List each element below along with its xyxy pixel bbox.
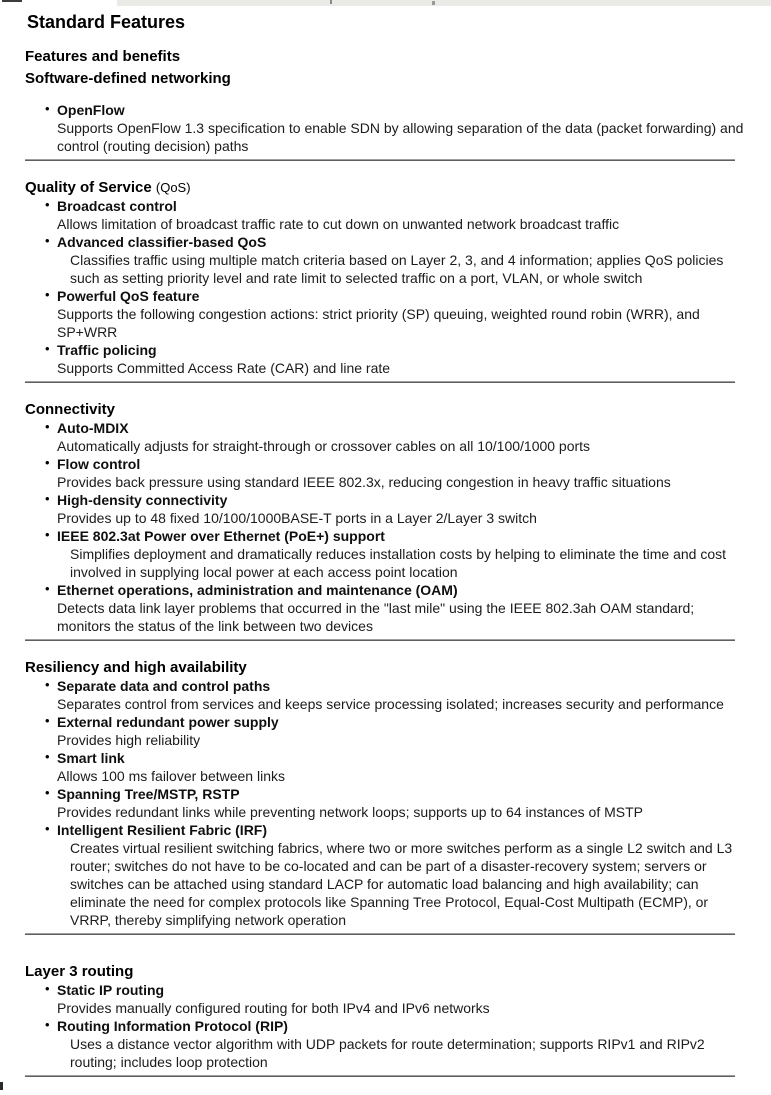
document-body: [0, 11, 771, 1077]
section-heading-text: Software-defined networking: [25, 70, 231, 87]
feature-item: [25, 233, 747, 287]
feature-list: [25, 419, 747, 635]
section-divider: [25, 639, 735, 641]
section-heading-text: Layer 3 routing: [25, 963, 134, 980]
section-heading: [25, 400, 747, 419]
feature-term: Static IP routing: [57, 982, 165, 998]
bullet-icon: •: [45, 981, 50, 996]
feature-description: Provides back pressure using standard IEEE 802.3x, reducing congestion in heavy traffic situations: [57, 474, 671, 490]
feature-item: [25, 419, 747, 455]
feature-description: Provides redundant links while preventing network loops; supports up to 64 instances of MSTP: [57, 804, 643, 820]
bullet-icon: •: [45, 419, 50, 434]
section-heading: [25, 178, 747, 197]
feature-section: [25, 69, 747, 161]
section-divider: [25, 1075, 735, 1077]
feature-list: [25, 197, 747, 377]
feature-item: [25, 455, 747, 491]
feature-item: [25, 197, 747, 233]
toolbar-glyph-fragment: [330, 0, 332, 4]
bullet-icon: •: [45, 749, 50, 764]
feature-item: [25, 527, 747, 581]
feature-description: Provides manually configured routing for both IPv4 and IPv6 networks: [57, 1000, 490, 1016]
feature-item: [25, 287, 747, 341]
feature-section: [25, 178, 747, 383]
feature-item: [25, 821, 747, 929]
section-divider: [25, 159, 735, 161]
text-cursor-mark: [0, 1082, 3, 1090]
feature-description: Separates control from services and keeps service processing isolated; increases security and performance: [57, 696, 724, 712]
feature-description: Allows limitation of broadcast traffic rate to cut down on unwanted network broadcast traffic: [57, 216, 620, 232]
feature-description: Supports Committed Access Rate (CAR) and line rate: [57, 360, 391, 376]
feature-term: Powerful QoS feature: [57, 288, 200, 304]
feature-list: [25, 677, 747, 929]
feature-description: Creates virtual resilient switching fabrics, where two or more switches perform as a single L2 switch and L3 router; switches do not have to be co-located and can be part of a disaster-recovery system; servers or switches can be attached using standard LACP for automatic load balancing and high availability; can eliminate the need for complex protocols like Spanning Tree Protocol, Equal-Cost Multipath (ECMP), or VRRP, thereby simplifying network operation: [70, 840, 733, 928]
feature-term: Auto-MDIX: [57, 420, 129, 436]
bullet-icon: •: [45, 233, 50, 248]
bullet-icon: •: [45, 341, 50, 356]
feature-term: IEEE 802.3at Power over Ethernet (PoE+) support: [57, 528, 385, 544]
bullet-icon: •: [45, 491, 50, 506]
feature-term: Intelligent Resilient Fabric (IRF): [57, 822, 268, 838]
sections-container: [25, 69, 747, 1077]
section-heading: [25, 69, 747, 88]
section-heading-text: Resiliency and high availability: [25, 659, 247, 676]
feature-description: Simplifies deployment and dramatically reduces installation costs by helping to eliminate the time and cost involved in supplying local power at each access point location: [70, 546, 727, 580]
feature-list: [25, 101, 747, 155]
feature-term: Separate data and control paths: [57, 678, 271, 694]
intro-heading: Features and benefits: [25, 48, 181, 65]
feature-section: [25, 400, 747, 641]
feature-item: [25, 1017, 747, 1071]
feature-description: Provides up to 48 fixed 10/100/1000BASE-T ports in a Layer 2/Layer 3 switch: [57, 510, 537, 526]
section-heading-text: Quality of Service: [25, 179, 152, 196]
feature-item: [25, 749, 747, 785]
section-heading-suffix: (QoS): [155, 180, 191, 195]
feature-description: Uses a distance vector algorithm with UDP packets for route determination; supports RIPv1 and RIPv2 routing; includes loop protection: [70, 1036, 705, 1070]
feature-term: Spanning Tree/MSTP, RSTP: [57, 786, 240, 802]
bullet-icon: •: [45, 455, 50, 470]
feature-item: [25, 341, 747, 377]
section-divider: [25, 933, 735, 935]
feature-description: Provides high reliability: [57, 732, 201, 748]
feature-description: Automatically adjusts for straight-through or crossover cables on all 10/100/1000 ports: [57, 438, 591, 454]
feature-item: [25, 785, 747, 821]
toolbar-fragment: [117, 0, 771, 6]
bullet-icon: •: [45, 821, 50, 836]
feature-item: [25, 581, 747, 635]
toolbar-glyph-fragment: [432, 1, 435, 5]
feature-item: [25, 491, 747, 527]
feature-term: Traffic policing: [57, 342, 157, 358]
feature-description: Detects data link layer problems that occurred in the "last mile" using the IEEE 802.3ah OAM standard; monitors the status of the link between two devices: [57, 600, 695, 634]
feature-term: OpenFlow: [57, 102, 125, 118]
feature-item: [25, 981, 747, 1017]
bullet-icon: •: [45, 677, 50, 692]
bullet-icon: •: [45, 713, 50, 728]
feature-term: Advanced classifier-based QoS: [57, 234, 267, 250]
feature-term: Flow control: [57, 456, 141, 472]
feature-description: Allows 100 ms failover between links: [57, 768, 285, 784]
feature-description: Classifies traffic using multiple match criteria based on Layer 2, 3, and 4 information; applies QoS policies such as setting priority level and rate limit to selected traffic on a port, VLAN, or whole switch: [70, 252, 724, 286]
bullet-icon: •: [45, 197, 50, 212]
feature-term: High-density connectivity: [57, 492, 228, 508]
active-tab-fragment: [2, 0, 22, 2]
page-title: Standard Features: [27, 12, 186, 32]
section-heading-text: Connectivity: [25, 401, 116, 418]
feature-item: [25, 677, 747, 713]
section-divider: [25, 381, 735, 383]
bullet-icon: •: [45, 287, 50, 302]
feature-term: External redundant power supply: [57, 714, 279, 730]
bullet-icon: •: [45, 785, 50, 800]
feature-term: Ethernet operations, administration and maintenance (OAM): [57, 582, 458, 598]
feature-description: Supports OpenFlow 1.3 specification to enable SDN by allowing separation of the data (packet forwarding) and control (routing decision) paths: [57, 120, 744, 154]
feature-term: Routing Information Protocol (RIP): [57, 1018, 288, 1034]
bullet-icon: •: [45, 1017, 50, 1032]
cutoff-tab-strip: [0, 0, 771, 6]
bullet-icon: •: [45, 527, 50, 542]
feature-item: [25, 101, 747, 155]
feature-list: [25, 981, 747, 1071]
bullet-icon: •: [45, 101, 50, 116]
feature-term: Smart link: [57, 750, 125, 766]
bullet-icon: •: [45, 581, 50, 596]
section-heading: [25, 658, 747, 677]
feature-description: Supports the following congestion actions: strict priority (SP) queuing, weighted round robin (WRR), and SP+WRR: [57, 306, 700, 340]
feature-item: [25, 713, 747, 749]
feature-section: [25, 658, 747, 935]
section-heading: [25, 962, 747, 981]
feature-term: Broadcast control: [57, 198, 177, 214]
feature-section: [25, 962, 747, 1077]
